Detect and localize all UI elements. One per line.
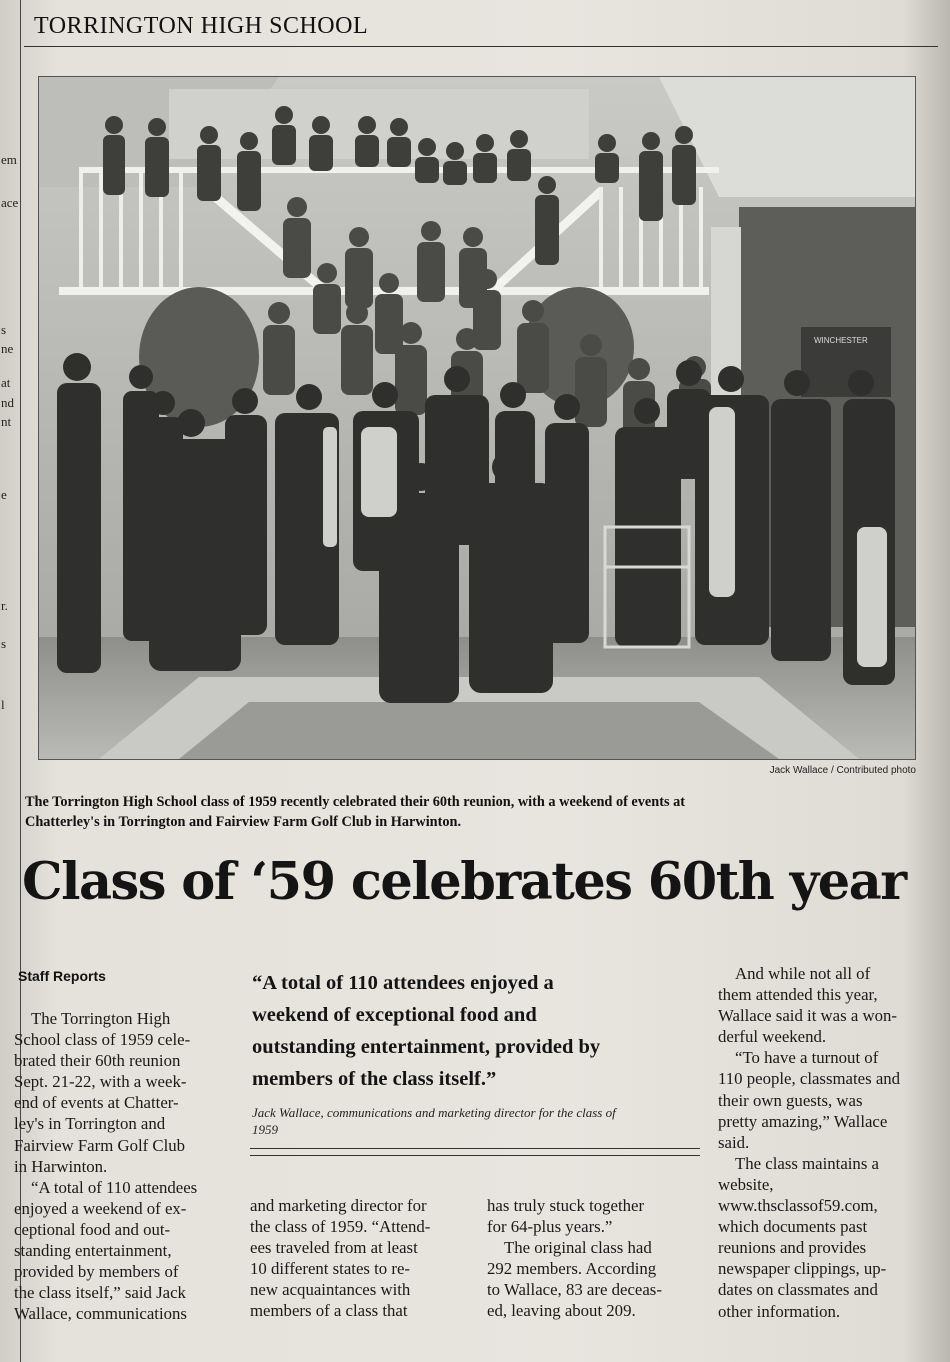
fragment-text: em: [1, 152, 17, 167]
fragment-text: e: [1, 487, 7, 502]
fragment-text: s: [1, 636, 7, 651]
text-line: newspaper clippings, up-: [718, 1259, 887, 1279]
pull-quote-rule: [250, 1148, 700, 1156]
article-column-3: [487, 1195, 709, 1322]
text-line: ceptional food and out-: [14, 1219, 171, 1239]
caption-line: Chatterley's in Torrington and Fairview Farm Golf Club in Harwinton.: [25, 814, 462, 830]
article-column-1: [14, 1008, 226, 1324]
fragment-text: at: [1, 375, 11, 390]
text-line: and marketing director for: [250, 1196, 427, 1215]
text-line: standing entertainment,: [14, 1241, 172, 1261]
pull-quote-line: weekend of exceptional food and: [252, 1004, 537, 1026]
attribution-line: 1959: [252, 1122, 278, 1137]
text-line: members of a class that: [250, 1301, 408, 1321]
text-line: Wallace, communications: [14, 1304, 187, 1324]
text-line: in Harwinton.: [14, 1156, 108, 1176]
pull-quote: [252, 967, 692, 1138]
text-line: brated their 60th reunion: [14, 1051, 181, 1071]
text-line: website,: [718, 1174, 774, 1194]
section-header: [24, 0, 938, 47]
fragment-text: l: [1, 697, 5, 712]
text-line: new acquaintances with: [250, 1280, 411, 1300]
text-line: The original class had: [504, 1238, 652, 1258]
text-line: “A total of 110 attendees: [31, 1177, 198, 1197]
article-headline: Class of ‘59 celebrates 60th year: [22, 852, 906, 912]
attribution-line: Jack Wallace, communications and marketing director for the class of: [252, 1105, 616, 1120]
text-line: other information.: [718, 1301, 841, 1321]
pull-quote-line: outstanding entertainment, provided by: [252, 1036, 601, 1058]
text-line: for 64-plus years.”: [487, 1217, 613, 1237]
pull-quote-line: members of the class itself.”: [252, 1068, 497, 1090]
fragment-text: ne: [1, 341, 14, 356]
text-line: “To have a turnout of: [735, 1048, 879, 1068]
text-line: ed, leaving about 209.: [487, 1301, 636, 1321]
text-line: Fairview Farm Golf Club: [14, 1135, 186, 1155]
text-line: which documents past: [718, 1217, 868, 1237]
text-line: And while not all of: [735, 964, 871, 983]
text-line: the class itself,” said Jack: [14, 1283, 186, 1303]
text-line: dates on classmates and: [718, 1280, 878, 1300]
caption-line: The Torrington High School class of 1959 recently celebrated their 60th reunion, with a weekend of events at: [25, 794, 686, 810]
text-line: The class maintains a: [735, 1153, 879, 1173]
text-line: has truly stuck together: [487, 1196, 645, 1215]
byline: Staff Reports: [18, 968, 106, 984]
text-line: Sept. 21-22, with a week-: [14, 1072, 187, 1092]
photo-caption: [25, 792, 905, 832]
text-line: 110 people, classmates and: [718, 1069, 901, 1089]
fragment-text: nd: [1, 395, 14, 410]
pull-quote-text: [252, 967, 692, 1095]
article-column-2: [250, 1195, 472, 1322]
text-line: School class of 1959 cele-: [14, 1030, 191, 1050]
section-title: TORRINGTON HIGH SCHOOL: [34, 13, 369, 39]
pull-quote-line: “A total of 110 attendees enjoyed a: [252, 972, 554, 994]
text-line: reunions and provides: [718, 1238, 867, 1258]
text-line: said.: [718, 1132, 750, 1152]
text-line: pretty amazing,” Wallace: [718, 1111, 888, 1131]
text-line: 292 members. According: [487, 1259, 657, 1279]
fragment-text: nt: [1, 414, 12, 429]
text-line: Wallace said it was a won-: [718, 1006, 897, 1026]
text-line: The Torrington High: [31, 1009, 171, 1028]
photo-credit: Jack Wallace / Contributed photo: [769, 765, 916, 776]
text-line: their own guests, was: [718, 1090, 863, 1110]
text-line: to Wallace, 83 are deceas-: [487, 1280, 662, 1300]
article-column-4: [718, 963, 930, 1322]
text-line: enjoyed a weekend of ex-: [14, 1198, 187, 1218]
text-line: provided by members of: [14, 1262, 179, 1282]
fragment-text: s: [1, 322, 7, 337]
text-line: them attended this year,: [718, 985, 878, 1005]
text-line: derful weekend.: [718, 1027, 827, 1047]
text-line: www.thsclassof59.com,: [718, 1196, 878, 1216]
winchester-sign: WINCHESTER: [814, 336, 868, 345]
text-line: 10 different states to re-: [250, 1259, 410, 1279]
text-line: the class of 1959. “Attend-: [250, 1217, 431, 1237]
fragment-text: ace: [1, 195, 19, 210]
text-line: end of events at Chatter-: [14, 1093, 179, 1113]
text-line: ley's in Torrington and: [14, 1114, 166, 1134]
text-line: ees traveled from at least: [250, 1238, 418, 1258]
reunion-group-photo: [38, 76, 916, 760]
pull-quote-attribution: [252, 1104, 692, 1138]
fragment-text: r.: [1, 598, 8, 613]
